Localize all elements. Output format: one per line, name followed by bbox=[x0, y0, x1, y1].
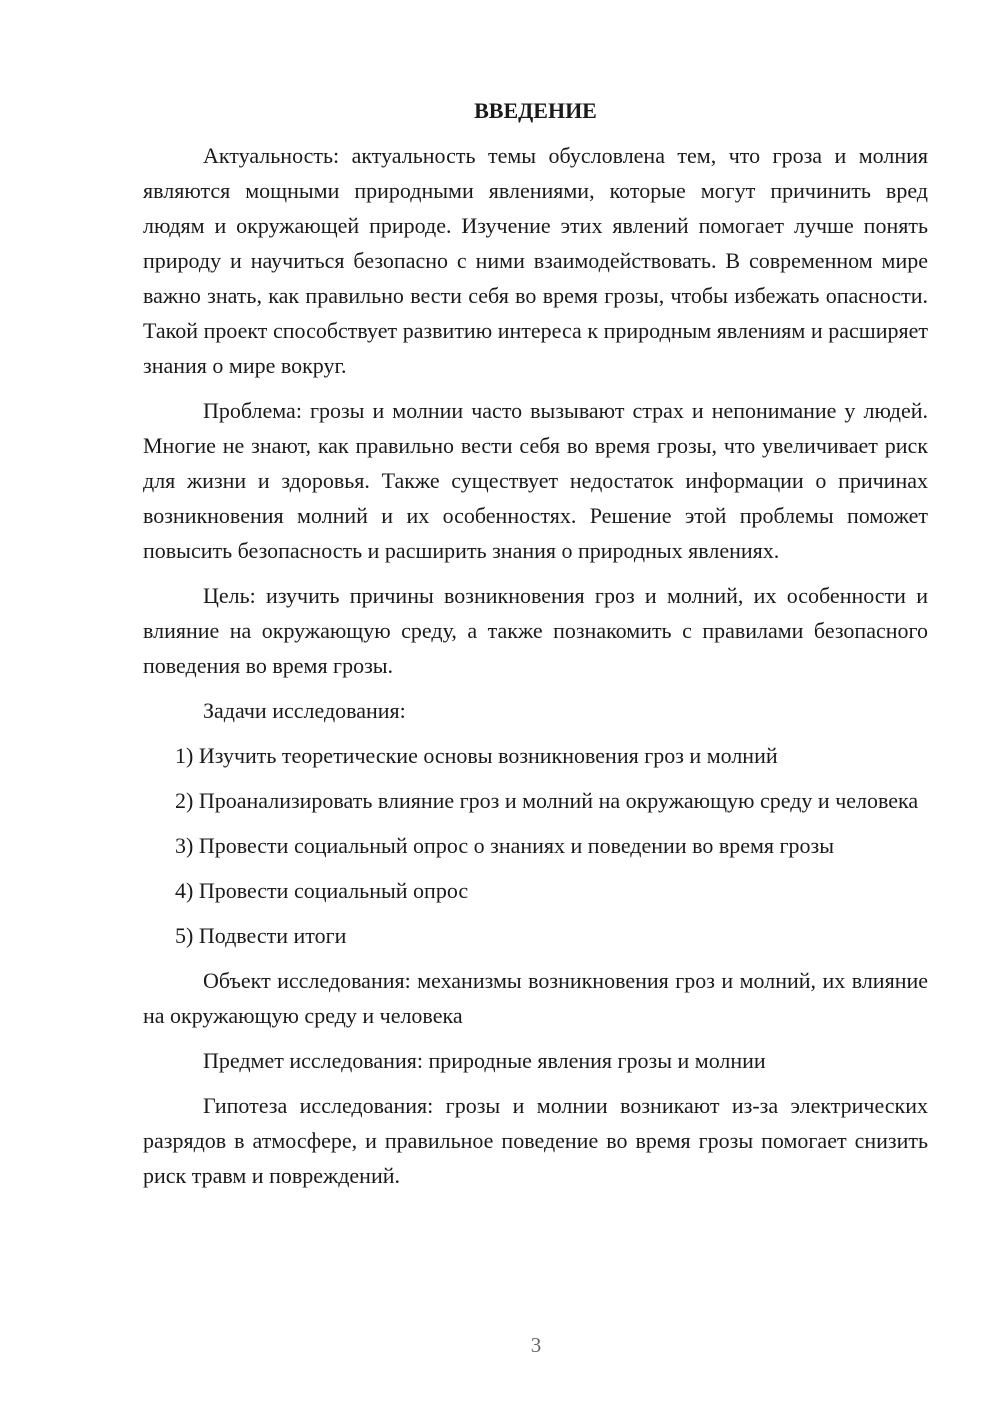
paragraph-problem: Проблема: грозы и молнии часто вызывают страх и непонимание у людей. Многие не знают, как правильно вести себя во время грозы, что увеличивает риск для жизни и здоровья. Также существует недостаток информации о причинах возникновения молний и их особенностях. Решение этой проблемы поможет повысить безопасность и расширить знания о природных явлениях. bbox=[143, 398, 928, 563]
task-item-1: 1) Изучить теоретические основы возникновения гроз и молний bbox=[175, 743, 778, 768]
paragraph-goal: Цель: изучить причины возникновения гроз и молний, их особенности и влияние на окружающую среду, а также познакомить с правилами безопасного поведения во время грозы. bbox=[143, 583, 928, 678]
paragraph-subject: Предмет исследования: природные явления грозы и молнии bbox=[203, 1048, 766, 1073]
task-item-5: 5) Подвести итоги bbox=[175, 923, 347, 948]
page-title: ВВЕДЕНИЕ bbox=[474, 98, 597, 123]
task-item-4: 4) Провести социальный опрос bbox=[175, 878, 469, 903]
page-number: 3 bbox=[530, 1333, 542, 1357]
page-content bbox=[143, 96, 928, 1203]
paragraph-hypothesis: Гипотеза исследования: грозы и молнии возникают из-за электрических разрядов в атмосфере, и правильное поведение во время грозы помогает снизить риск травм и повреждений. bbox=[143, 1093, 928, 1188]
task-item-2: 2) Проанализировать влияние гроз и молний на окружающую среду и человека bbox=[175, 788, 919, 813]
tasks-heading: Задачи исследования: bbox=[203, 698, 406, 723]
paragraph-object: Объект исследования: механизмы возникновения гроз и молний, их влияние на окружающую среду и человека bbox=[143, 968, 928, 1028]
task-item-3: 3) Провести социальный опрос о знаниях и поведении во время грозы bbox=[175, 833, 835, 858]
paragraph-relevance: Актуальность: актуальность темы обусловлена тем, что гроза и молния являются мощными природными явлениями, которые могут причинить вред людям и окружающей природе. Изучение этих явлений помогает лучше понять природу и научиться безопасно с ними взаимодействовать. В современном мире важно знать, как правильно вести себя во время грозы, чтобы избежать опасности. Такой проект способствует развитию интереса к природным явлениям и расширяет знания о мире вокруг. bbox=[143, 143, 928, 378]
